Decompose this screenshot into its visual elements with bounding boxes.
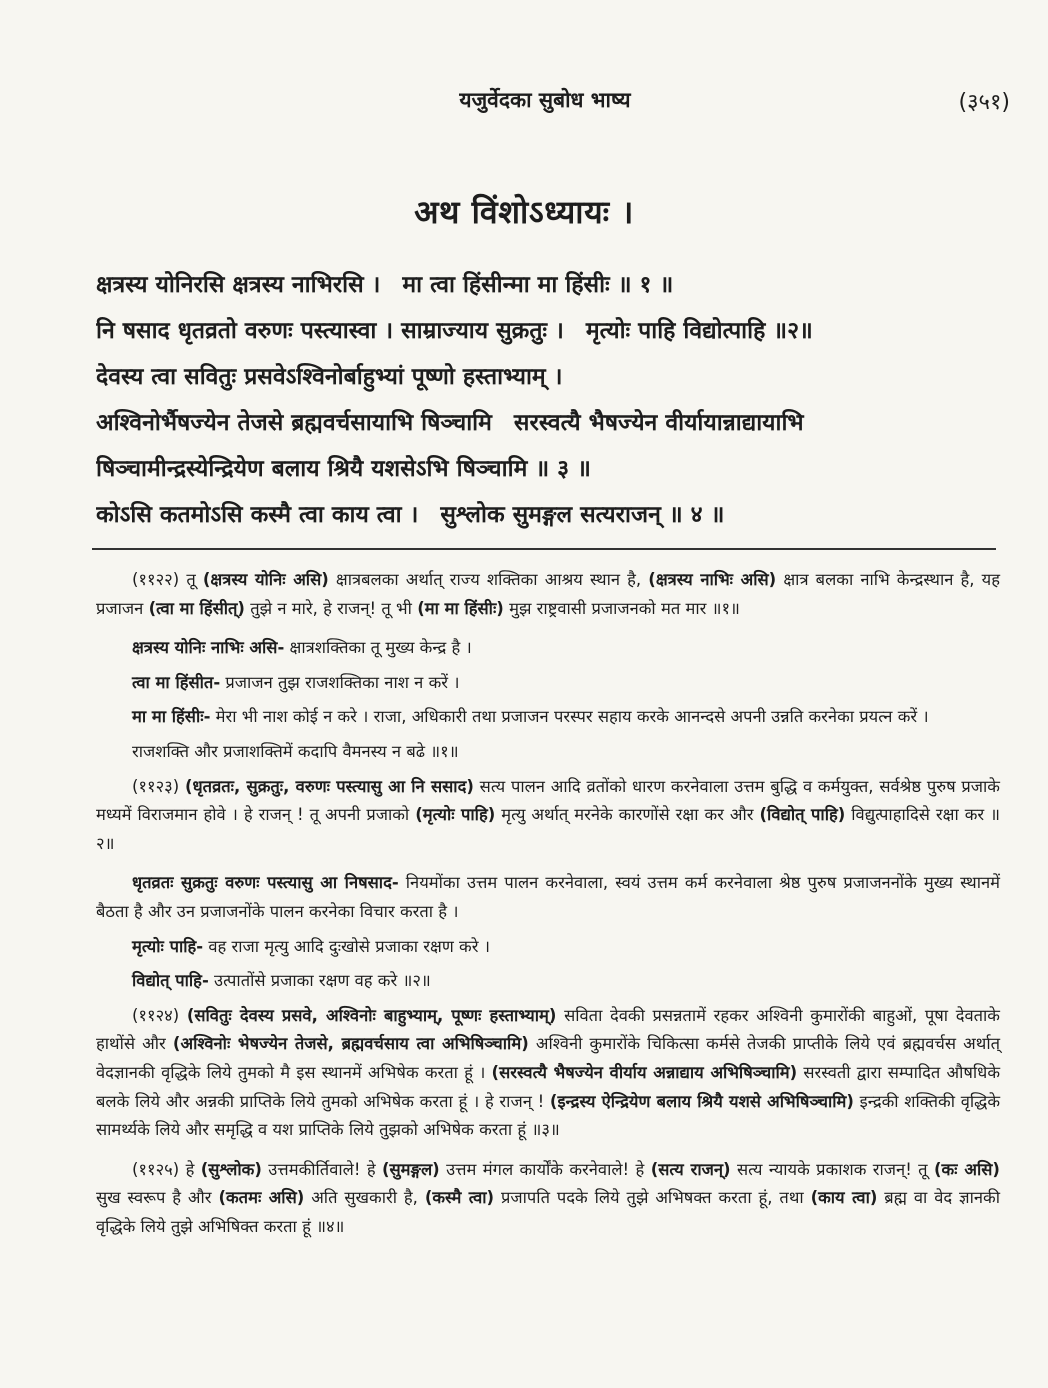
mantra-line: [96, 446, 996, 492]
mantra-line: [96, 400, 996, 446]
page-number: (३५१): [958, 90, 1010, 115]
mantra-text: नि षसाद धृतव्रतो वरुणः पस्त्यास्वा । साम्राज्याय सुक्रतुः ।: [96, 317, 564, 344]
page-header: [80, 82, 1010, 122]
gloss-line: राजशक्ति और प्रजाशक्तिमें कदापि वैमनस्य न बढे ॥१॥: [132, 741, 459, 761]
commentary-paragraph: (११२२) तू (क्षत्रस्य योनिः असि) क्षात्रबलका अर्थात् राज्य शक्तिका आश्रय स्थान है, (क्षत्रस्य नाभिः असि) क्षात्र बलका नाभि केन्द्रस्थान है, यह प्रजाजन (त्वा मा हिंसीत्) तुझे न मारे, हे राजन्! तू भी (मा मा हिंसीः) मुझ राष्ट्रवासी प्रजाजनको मत मार ॥१॥: [96, 570, 1000, 618]
mantra-block: [96, 262, 996, 538]
mantra-text: कोऽसि कतमोऽसि कस्मै त्वा काय त्वा ।: [96, 501, 419, 528]
mantra-line: [96, 308, 996, 354]
mantra-text: देवस्य त्वा सवितुः प्रसवेऽश्विनोर्बाहुभ्यां पूष्णो हस्ताभ्याम् ।: [96, 363, 563, 390]
gloss-line: धृतव्रतः सुक्रतुः वरुणः पस्त्यासु आ निषसाद- नियमोंका उत्तम पालन करनेवाला, स्वयं उत्तम कर्म करनेवाला श्रेष्ठ पुरुष प्रजाजननोंके मुख्य स्थानमें बैठता है और उन प्रजाजनोंके पालन करनेका विचार करता है ।: [96, 873, 1001, 921]
chapter-title: अथ विंशोऽध्यायः ।: [414, 193, 634, 231]
mantra-text: अश्विनोर्भैषज्येन तेजसे ब्रह्मवर्चसायाभि षिञ्चामि: [96, 409, 492, 436]
mantra-text: क्षत्रस्य योनिरसि क्षत्रस्य नाभिरसि ।: [96, 271, 381, 298]
mantra-line: [96, 262, 996, 308]
gloss-line: मा मा हिंसीः- मेरा भी नाश कोई न करे । राजा, अधिकारी तथा प्रजाजन परस्पर सहाय करके आनन्दसे अपनी उन्नति करनेका प्रयत्न करें ।: [132, 707, 929, 727]
commentary-paragraph: (११२३) (धृतव्रतः, सुक्रतुः, वरुणः पस्त्यासु आ नि ससाद) सत्य पालन आदि व्रतोंको धारण करनेवाला उत्तम बुद्धि व कर्मयुक्त, सर्वश्रेष्ठ पुरुष प्रजाके मध्यमें विराजमान होवे । हे राजन् ! तू अपनी प्रजाको (मृत्योः पाहि) मृत्यु अर्थात् मरनेके कारणोंसे रक्षा कर और (विद्योत् पाहि) विद्युत्पाहादिसे रक्षा कर ॥२॥: [96, 776, 1001, 853]
gloss-line: मृत्योः पाहि- वह राजा मृत्यु आदि दुःखोसे प्रजाका रक्षण करे ।: [132, 936, 490, 956]
commentary-paragraph: (११२४) (सवितुः देवस्य प्रसवे, अश्विनोः बाहुभ्याम्, पूष्णः हस्ताभ्याम्) सविता देवकी प्रसन्नतामें रहकर अश्विनी कुमारोंकी बाहुओं, पूषा देवताके हाथोंसे और (अश्विनोः भेषज्येन तेजसे, ब्रह्मवर्चसाय त्वा अभिषिञ्चामि) अश्विनी कुमारोंके चिकित्सा कर्मसे तेजकी प्राप्तीके लिये एवं ब्रह्मवर्चस अर्थात् वेदज्ञानकी वृद्धिके लिये तुमको मै इस स्थानमें अभिषेक करता हूं । (सरस्वत्यै भैषज्येन वीर्याय अन्नाद्याय अभिषिञ्चामि) सरस्वती द्वारा सम्पादित औषधिके बलके लिये और अन्नकी प्राप्तिके लिये तुमको अभिषेक करता हूं । हे राजन् ! (इन्द्रस्य ऐन्द्रियेण बलाय श्रियै यशसे अभिषिञ्चामि) इन्द्रकी शक्तिकी वृद्धिके सामर्थ्यके लिये और समृद्धि व यश प्राप्तिके लिये तुझको अभिषेक करता हूं ॥३॥: [96, 1005, 1000, 1140]
mantra-text: षिञ्चामीन्द्रस्येन्द्रियेण बलाय श्रियै यशसेऽभि षिञ्चामि ॥ ३ ॥: [96, 455, 591, 482]
mantra-text: सरस्वत्यै भैषज्येन वीर्यायान्नाद्यायाभि: [513, 409, 804, 436]
gloss-line: त्वा मा हिंसीत- प्रजाजन तुझ राजशक्तिका नाश न करें ।: [132, 672, 460, 692]
section-divider: [92, 548, 996, 550]
commentary-paragraph: (११२५) हे (सुश्लोक) उत्तमकीर्तिवाले! हे (सुमङ्गल) उत्तम मंगल कार्योंके करनेवाले! हे (सत्य राजन्) सत्य न्यायके प्रकाशक राजन्! तू (कः असि) सुख स्वरूप है और (कतमः असि) अति सुखकारी है, (कस्मै त्वा) प्रजापति पदके लिये तुझे अभिषक्त करता हूं, तथा (काय त्वा) ब्रह्म वा वेद ज्ञानकी वृद्धिके लिये तुझे अभिषिक्त करता हूं ॥४॥: [96, 1159, 1001, 1236]
mantra-text: सुश्लोक सुमङ्गल सत्यराजन् ॥ ४ ॥: [440, 501, 725, 528]
mantra-line: [96, 354, 996, 400]
commentary: [96, 566, 1000, 1252]
mantra-text: मा त्वा हिंसीन्मा मा हिंसीः ॥ १ ॥: [402, 271, 674, 298]
gloss-line: विद्योत् पाहि- उत्पातोंसे प्रजाका रक्षण वह करे ॥२॥: [132, 971, 431, 991]
mantra-line: [96, 492, 996, 538]
mantra-text: मृत्योः पाहि विद्योत्पाहि ॥२॥: [585, 317, 813, 344]
gloss-line: क्षत्रस्य योनिः नाभिः असि- क्षात्रशक्तिका तू मुख्य केन्द्र है ।: [132, 638, 472, 658]
running-head: यजुर्वेदका सुबोध भाष्य: [459, 88, 631, 112]
